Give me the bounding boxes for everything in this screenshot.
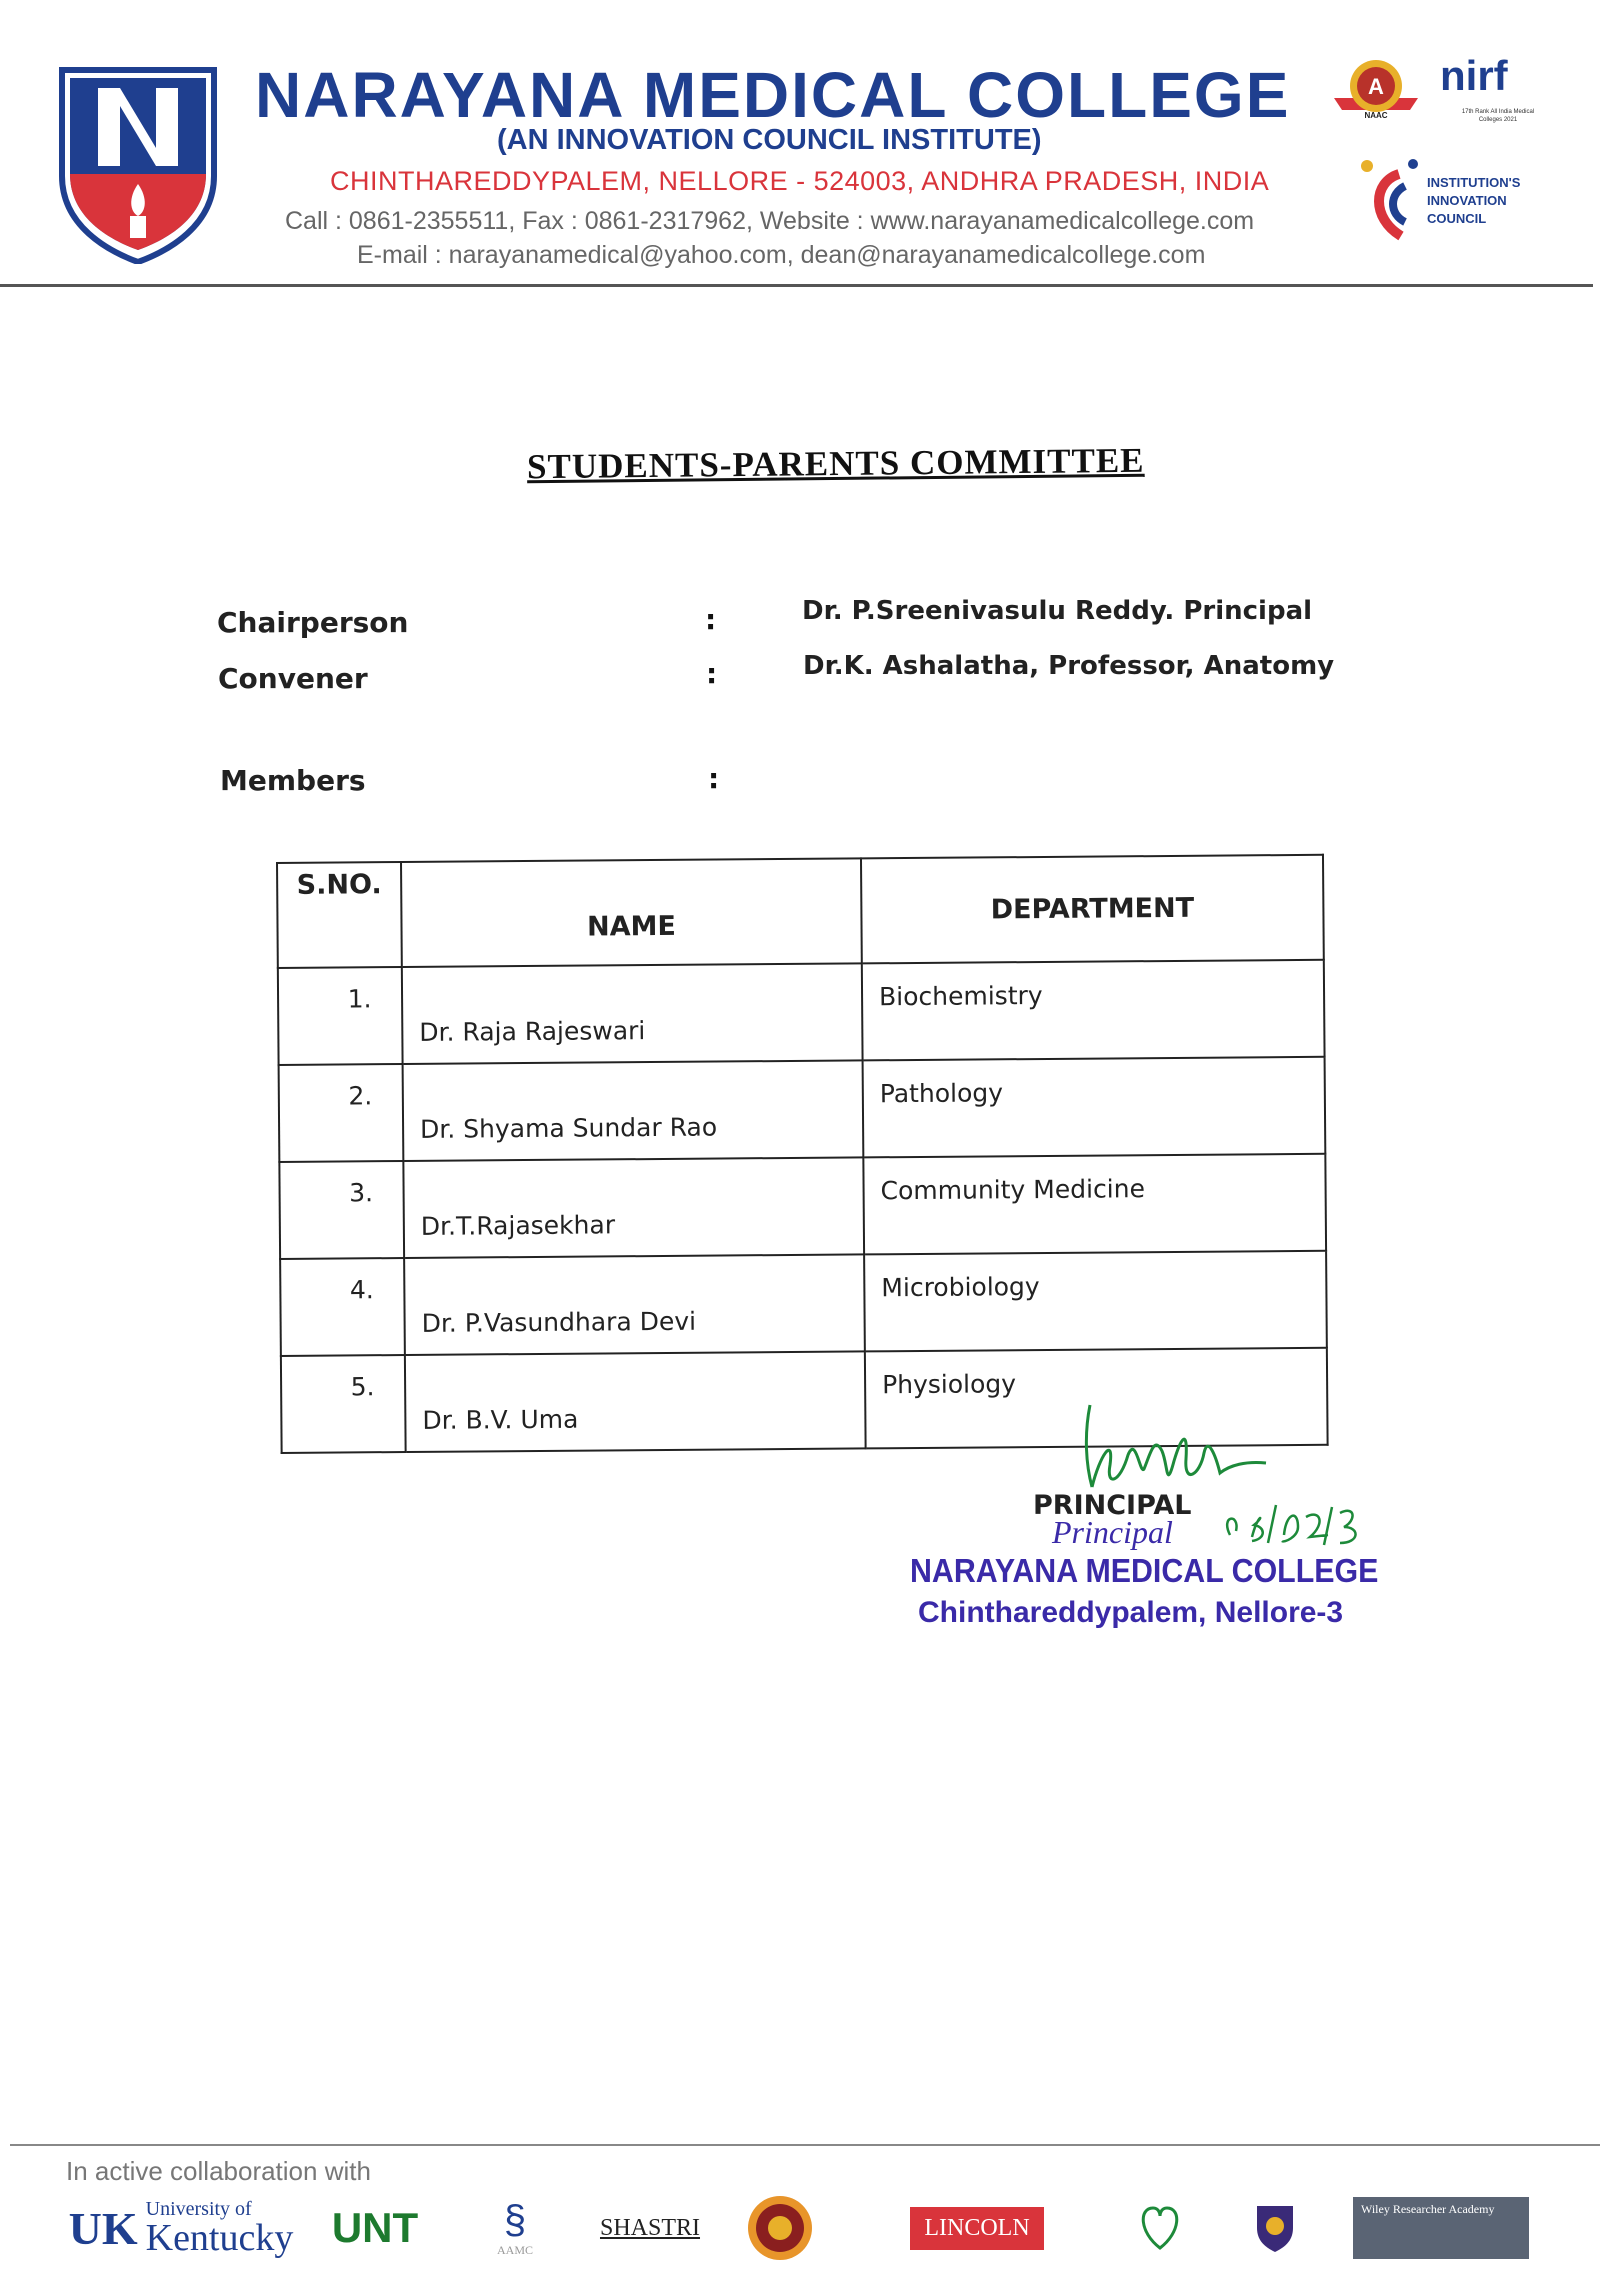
- aamc-logo: § AAMC: [496, 2198, 533, 2257]
- stamp-place: Chinthareddypalem, Nellore-3: [918, 1596, 1344, 1629]
- nirf-rank-text: 17th Rank All India Medical Colleges 2021: [1461, 109, 1535, 123]
- row-sno: 2.: [279, 1064, 404, 1162]
- table-row: [278, 960, 1325, 1065]
- members-colon: :: [708, 762, 720, 795]
- naac-grade: A: [1368, 74, 1384, 99]
- lincoln-label: LINCOLN: [910, 2207, 1043, 2250]
- row-name: Dr.T.Rajasekhar: [403, 1157, 864, 1258]
- wiley-label: Wiley Researcher Academy: [1353, 2197, 1529, 2259]
- kentucky-line1: University of: [145, 2198, 252, 2220]
- members-label: Members: [220, 764, 366, 797]
- lincoln-logo: [862, 2192, 1092, 2264]
- college-logo: [58, 66, 218, 264]
- header-department: DEPARTMENT: [861, 855, 1324, 964]
- header-divider: [0, 284, 1593, 287]
- shastri-label: SHASTRI: [599, 2214, 701, 2241]
- nirf-label: nirf: [1440, 52, 1508, 99]
- members-table: [276, 854, 1329, 1454]
- row-department: Biochemistry: [862, 960, 1325, 1061]
- footer-divider: [10, 2144, 1600, 2146]
- principal-printed-title: PRINCIPAL: [1033, 1490, 1192, 1521]
- row-name: Dr. Shyama Sundar Rao: [403, 1060, 864, 1161]
- naac-label: NAAC: [1364, 111, 1388, 120]
- table-row: [280, 1251, 1327, 1356]
- table-header-row: [277, 855, 1324, 968]
- chairperson-value: Dr. P.Sreenivasulu Reddy. Principal: [802, 596, 1313, 626]
- college-name: NARAYANA MEDICAL COLLEGE: [255, 59, 1291, 131]
- row-department: Community Medicine: [863, 1154, 1326, 1255]
- row-sno: 5.: [281, 1355, 406, 1453]
- shastri-logo: [590, 2192, 710, 2264]
- table-row: [279, 1154, 1326, 1259]
- nirf-badge: [1440, 52, 1560, 142]
- contact-phone-website: Call : 0861-2355511, Fax : 0861-2317962, Website : www.narayanamedicalcollege.com: [285, 207, 1255, 235]
- stamp-role: Principal: [1052, 1514, 1173, 1550]
- header-sno: S.NO.: [277, 862, 402, 968]
- row-sno: 3.: [279, 1161, 404, 1259]
- iic-logo: [1355, 156, 1555, 246]
- chairperson-colon: :: [705, 603, 717, 636]
- contact-email: E-mail : narayanamedical@yahoo.com, dean@narayanamedicalcollege.com: [357, 241, 1206, 269]
- iic-label: INSTITUTION'S INNOVATION COUNCIL: [1427, 175, 1521, 226]
- row-sno: 1.: [278, 967, 403, 1065]
- handwritten-date: [1227, 1505, 1355, 1545]
- header-name: NAME: [401, 858, 862, 967]
- college-address: CHINTHAREDDYPALEM, NELLORE - 524003, ANDHRA PRADESH, INDIA: [330, 166, 1270, 196]
- kentucky-mark: UK: [68, 2202, 138, 2254]
- college-subtitle: (AN INNOVATION COUNCIL INSTITUTE): [497, 124, 1042, 156]
- row-sno: 4.: [280, 1258, 405, 1356]
- row-department: Microbiology: [864, 1251, 1327, 1352]
- kentucky-logo: [66, 2192, 296, 2264]
- row-department: Physiology: [865, 1348, 1328, 1449]
- naac-badge-icon: [1330, 52, 1422, 122]
- convener-colon: :: [706, 657, 718, 690]
- kentucky-line2: Kentucky: [145, 2217, 294, 2259]
- row-name: Dr. P.Vasundhara Devi: [404, 1254, 865, 1355]
- unt-label: UNT: [331, 2204, 419, 2251]
- health-heart-icon: [1125, 2192, 1195, 2264]
- university-seal-icon: [740, 2192, 820, 2264]
- aamc-label: AAMC: [496, 2243, 533, 2257]
- unt-logo: [310, 2192, 440, 2264]
- table-row: [279, 1057, 1326, 1162]
- row-name: Dr. Raja Rajeswari: [402, 963, 863, 1064]
- chairperson-label: Chairperson: [217, 606, 409, 639]
- document-title: STUDENTS-PARENTS COMMITTEE: [526, 440, 1145, 487]
- collaboration-label: In active collaboration with: [66, 2156, 371, 2186]
- wiley-logo: [1352, 2192, 1530, 2264]
- convener-label: Convener: [218, 662, 368, 695]
- row-department: Pathology: [863, 1057, 1326, 1158]
- crest-icon: [1245, 2192, 1305, 2264]
- stamp-college-name: NARAYANA MEDICAL COLLEGE: [910, 1552, 1379, 1589]
- convener-value: Dr.K. Ashalatha, Professor, Anatomy: [803, 651, 1335, 681]
- row-name: Dr. B.V. Uma: [405, 1351, 866, 1452]
